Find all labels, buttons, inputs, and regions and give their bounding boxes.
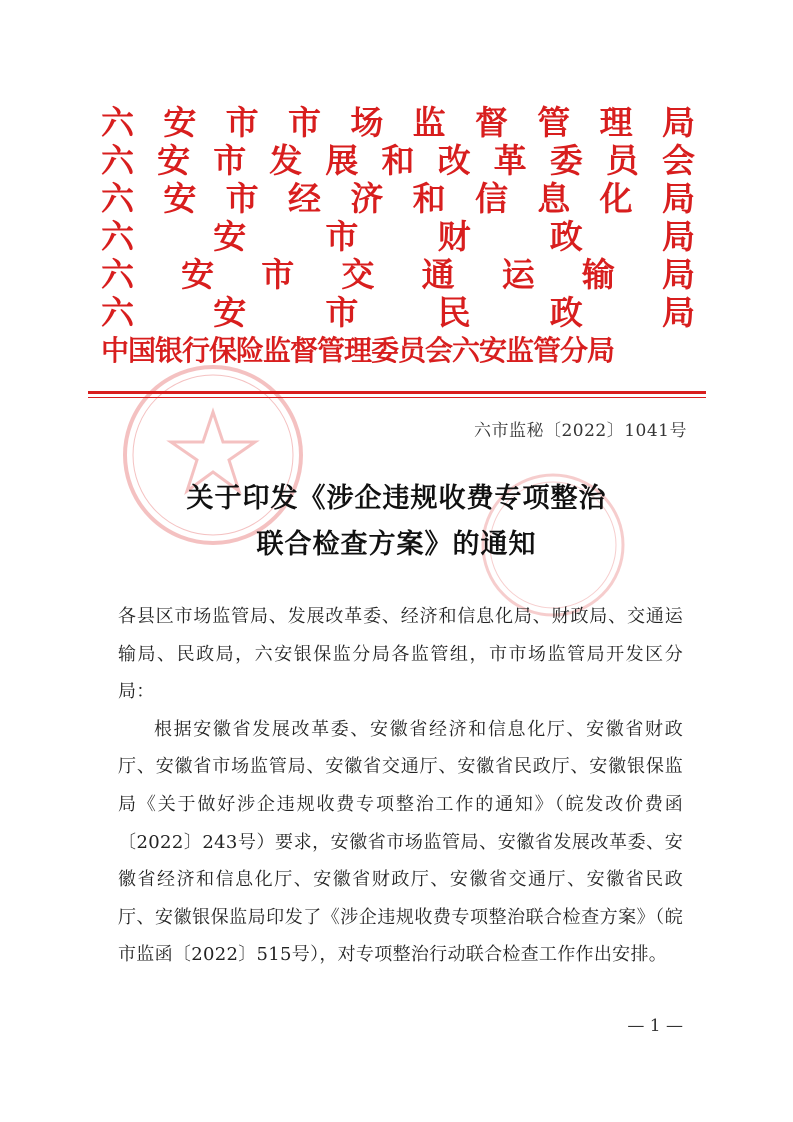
agency-name-text: 市 bbox=[325, 217, 359, 256]
agency-name-row bbox=[101, 256, 695, 294]
agency-name-row bbox=[101, 218, 695, 256]
agency-name-text: 市 bbox=[225, 103, 259, 142]
document-title-line-1: 关于印发《涉企违规收费专项整治 bbox=[186, 483, 607, 514]
agency-name-text: 六 bbox=[101, 141, 134, 180]
agency-name-text: 和 bbox=[412, 179, 446, 218]
agency-name-text: 输 bbox=[581, 255, 615, 294]
agency-name-text: 通 bbox=[421, 255, 455, 294]
agency-name-row bbox=[101, 332, 695, 370]
agency-name-text: 会 bbox=[661, 141, 695, 180]
agency-name-text: 济 bbox=[350, 179, 384, 218]
agency-name-text: 员 bbox=[605, 141, 639, 180]
agency-name-text: 安 bbox=[157, 141, 191, 180]
agency-name-text: 管 bbox=[537, 103, 571, 142]
agency-name-text: 财 bbox=[437, 217, 471, 256]
agency-name-text: 局 bbox=[661, 293, 695, 332]
agency-name-text: 安 bbox=[213, 217, 247, 256]
document-title-line-2: 联合检查方案》的通知 bbox=[256, 529, 537, 560]
agency-name-text: 展 bbox=[325, 141, 359, 180]
agency-name-text: 监 bbox=[412, 103, 446, 142]
agency-name-text: 安 bbox=[163, 103, 197, 142]
agency-name-text: 六 bbox=[101, 103, 134, 142]
agency-name-text: 息 bbox=[537, 179, 571, 218]
body-paragraph-1: 根据安徽省发展改革委、安徽省经济和信息化厅、安徽省财政厅、安徽省市场监管局、安徽省交通厅、安徽省民政厅、安徽银保监局《关于做好涉企违规收费专项整治工作的通知》（皖发改价费函〔2022〕243号）要求，安徽省市场监管局、安徽省发展改革委、安徽省经济和信息化厅、安徽省财政厅、安徽省交通厅、安徽省民政厅、安徽银保监局印发了《涉企违规收费专项整治联合检查方案》（皖市监函〔2022〕515号），对专项整治行动联合检查工作作出安排。 bbox=[118, 718, 683, 966]
agency-name-row bbox=[101, 180, 695, 218]
agency-name-text: 委 bbox=[549, 141, 583, 180]
agency-name-text: 化 bbox=[599, 179, 633, 218]
document-body bbox=[118, 598, 683, 974]
agency-name-text: 民 bbox=[437, 293, 471, 332]
agency-name-text: 市 bbox=[213, 141, 247, 180]
agency-name-text: 安 bbox=[163, 179, 197, 218]
agency-name-text: 发 bbox=[269, 141, 303, 180]
header-divider-thin bbox=[88, 397, 706, 398]
agency-name-text: 局 bbox=[661, 255, 695, 294]
agency-name-text: 市 bbox=[225, 179, 259, 218]
agency-name-text: 运 bbox=[501, 255, 535, 294]
agency-name-text: 和 bbox=[381, 141, 415, 180]
agency-name-text: 经 bbox=[287, 179, 321, 218]
agency-name-text: 中国银行保险监督管理委员会六安监管分局 bbox=[101, 334, 615, 367]
agency-name-text: 市 bbox=[287, 103, 321, 142]
agency-name-text: 政 bbox=[549, 217, 583, 256]
agency-name-text: 六 bbox=[101, 217, 134, 256]
agency-name-text: 政 bbox=[549, 293, 583, 332]
agency-name-text: 革 bbox=[493, 141, 527, 180]
agency-name-text: 局 bbox=[661, 179, 695, 218]
recipients-paragraph: 各县区市场监管局、发展改革委、经济和信息化局、财政局、交通运输局、民政局，六安银保监分局各监管组，市市场监管局开发区分局： bbox=[118, 606, 683, 703]
agency-name-text: 信 bbox=[474, 179, 508, 218]
agency-name-text: 六 bbox=[101, 179, 134, 218]
agency-name-text: 局 bbox=[661, 217, 695, 256]
agency-name-row bbox=[101, 104, 695, 142]
document-number: 六市监秘〔2022〕1041号 bbox=[473, 421, 687, 441]
agency-name-text: 改 bbox=[437, 141, 471, 180]
agency-name-row bbox=[101, 294, 695, 332]
agency-name-text: 市 bbox=[261, 255, 295, 294]
agency-name-text: 安 bbox=[181, 255, 215, 294]
header-divider-thick bbox=[88, 391, 706, 394]
agency-name-text: 局 bbox=[661, 103, 695, 142]
agency-name-text: 六 bbox=[101, 255, 134, 294]
agency-name-text: 理 bbox=[599, 103, 633, 142]
agency-name-text: 督 bbox=[474, 103, 508, 142]
agency-name-text: 安 bbox=[213, 293, 247, 332]
agency-name-text: 交 bbox=[341, 255, 375, 294]
issuing-agencies bbox=[101, 104, 695, 370]
page-number: — 1 — bbox=[627, 1016, 683, 1036]
agency-name-text: 六 bbox=[101, 293, 134, 332]
agency-name-text: 市 bbox=[325, 293, 359, 332]
agency-name-row bbox=[101, 142, 695, 180]
agency-name-text: 场 bbox=[350, 103, 384, 142]
